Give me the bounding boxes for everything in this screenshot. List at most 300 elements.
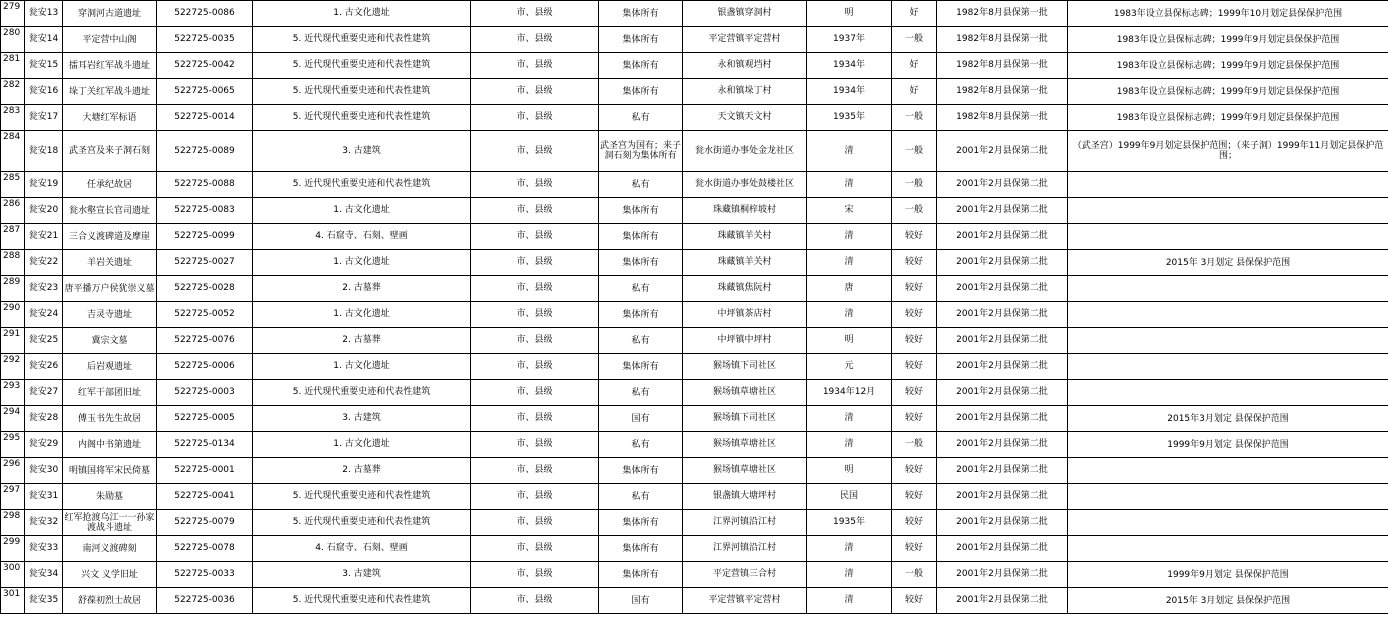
batch-cell[interactable]: 2001年2月县保第二批 — [937, 406, 1068, 432]
location-cell[interactable]: 永和镇垛丁村 — [683, 79, 807, 105]
batch-cell[interactable]: 2001年2月县保第二批 — [937, 302, 1068, 328]
protection-level-cell[interactable]: 市、县级 — [471, 380, 599, 406]
table-row — [1, 510, 1388, 536]
ownership-cell[interactable]: 私有 — [599, 105, 683, 131]
location-cell[interactable]: 珠藏镇桐梓坡村 — [683, 198, 807, 224]
condition-cell[interactable]: 一般 — [892, 562, 937, 588]
protection-level-cell[interactable]: 市、县级 — [471, 224, 599, 250]
era-cell[interactable]: 清 — [807, 562, 892, 588]
row-number-cell[interactable]: 282 — [1, 79, 25, 105]
row-number-cell[interactable]: 289 — [1, 276, 25, 302]
condition-cell[interactable]: 好 — [892, 1, 937, 27]
protection-level-cell[interactable]: 市、县级 — [471, 1, 599, 27]
era-cell[interactable]: 民国 — [807, 484, 892, 510]
site-code-cell[interactable]: 522725-0014 — [157, 105, 253, 131]
condition-cell[interactable]: 较好 — [892, 406, 937, 432]
era-cell[interactable]: 明 — [807, 1, 892, 27]
row-number-cell[interactable]: 294 — [1, 406, 25, 432]
site-name-cell[interactable]: 唐平播万户侯犹崇义墓 — [63, 276, 157, 302]
record-number-cell[interactable]: 瓮安27 — [25, 380, 63, 406]
site-name-cell[interactable]: 穿洞河古道遗址 — [63, 1, 157, 27]
site-name-cell[interactable]: 明镇国将军宋民倚墓 — [63, 458, 157, 484]
note-cell[interactable] — [1068, 354, 1388, 380]
table-row — [1, 1, 1388, 27]
protection-level-cell[interactable]: 市、县级 — [471, 302, 599, 328]
row-number-cell[interactable]: 279 — [1, 1, 25, 27]
note-cell[interactable]: 2015年 3月划定 县保保护范围 — [1068, 588, 1388, 614]
table-row — [1, 105, 1388, 131]
site-name-cell[interactable]: 南河义渡碑刻 — [63, 536, 157, 562]
protection-level-cell[interactable]: 市、县级 — [471, 79, 599, 105]
location-cell[interactable]: 平定营镇平定营村 — [683, 588, 807, 614]
table-row — [1, 79, 1388, 105]
location-cell[interactable]: 瓮水街道办事处鼓楼社区 — [683, 172, 807, 198]
condition-cell[interactable]: 较好 — [892, 380, 937, 406]
batch-cell[interactable]: 1982年8月县保第一批 — [937, 27, 1068, 53]
site-code-cell[interactable]: 522725-0086 — [157, 1, 253, 27]
protection-level-cell[interactable]: 市、县级 — [471, 172, 599, 198]
category-cell[interactable]: 2. 古墓葬 — [253, 328, 471, 354]
location-cell[interactable]: 瓮水街道办事处金龙社区 — [683, 131, 807, 172]
ownership-cell[interactable]: 国有 — [599, 406, 683, 432]
site-code-cell[interactable]: 522725-0083 — [157, 198, 253, 224]
site-name-cell[interactable]: 武圣宫及来子洞石刻 — [63, 131, 157, 172]
category-cell[interactable]: 1. 古文化遗址 — [253, 354, 471, 380]
note-cell[interactable] — [1068, 510, 1388, 536]
site-name-cell[interactable]: 大塘红军标语 — [63, 105, 157, 131]
batch-cell[interactable]: 2001年2月县保第二批 — [937, 562, 1068, 588]
condition-cell[interactable]: 好 — [892, 53, 937, 79]
batch-cell[interactable]: 2001年2月县保第二批 — [937, 172, 1068, 198]
protection-level-cell[interactable]: 市、县级 — [471, 53, 599, 79]
batch-cell[interactable]: 2001年2月县保第二批 — [937, 276, 1068, 302]
note-cell[interactable] — [1068, 172, 1388, 198]
batch-cell[interactable]: 1982年8月县保第一批 — [937, 1, 1068, 27]
site-code-cell[interactable]: 522725-0042 — [157, 53, 253, 79]
record-number-cell[interactable]: 瓮安22 — [25, 250, 63, 276]
site-name-cell[interactable]: 任承纪故居 — [63, 172, 157, 198]
note-cell[interactable]: 1999年9月划定 县保保护范围 — [1068, 432, 1388, 458]
ownership-cell[interactable]: 集体所有 — [599, 198, 683, 224]
record-number-cell[interactable]: 瓮安20 — [25, 198, 63, 224]
batch-cell[interactable]: 2001年2月县保第二批 — [937, 484, 1068, 510]
record-number-cell[interactable]: 瓮安14 — [25, 27, 63, 53]
note-cell[interactable] — [1068, 198, 1388, 224]
site-name-cell[interactable]: 红军抢渡乌江一一孙家渡战斗遗址 — [63, 510, 157, 536]
location-cell[interactable]: 中坪镇茶店村 — [683, 302, 807, 328]
batch-cell[interactable]: 2001年2月县保第二批 — [937, 510, 1068, 536]
category-cell[interactable]: 2. 古墓葬 — [253, 276, 471, 302]
row-number-cell[interactable]: 297 — [1, 484, 25, 510]
category-cell[interactable]: 5. 近代现代重要史迹和代表性建筑 — [253, 380, 471, 406]
condition-cell[interactable]: 较好 — [892, 276, 937, 302]
table-row — [1, 536, 1388, 562]
table-row — [1, 484, 1388, 510]
ownership-cell[interactable]: 私有 — [599, 172, 683, 198]
site-code-cell[interactable]: 522725-0005 — [157, 406, 253, 432]
era-cell[interactable]: 1934年 — [807, 53, 892, 79]
category-cell[interactable]: 5. 近代现代重要史迹和代表性建筑 — [253, 27, 471, 53]
table-row — [1, 172, 1388, 198]
record-number-cell[interactable]: 瓮安32 — [25, 510, 63, 536]
site-name-cell[interactable]: 擂耳岩红军战斗遗址 — [63, 53, 157, 79]
ownership-cell[interactable]: 集体所有 — [599, 458, 683, 484]
note-cell[interactable]: 1983年设立县保标志碑；1999年9月划定县保保护范围 — [1068, 53, 1388, 79]
note-cell[interactable] — [1068, 328, 1388, 354]
protection-level-cell[interactable]: 市、县级 — [471, 510, 599, 536]
row-number-cell[interactable]: 286 — [1, 198, 25, 224]
row-number-cell[interactable]: 298 — [1, 510, 25, 536]
protection-level-cell[interactable]: 市、县级 — [471, 432, 599, 458]
era-cell[interactable]: 1935年 — [807, 105, 892, 131]
site-name-cell[interactable]: 朱勋墓 — [63, 484, 157, 510]
record-number-cell[interactable]: 瓮安29 — [25, 432, 63, 458]
condition-cell[interactable]: 好 — [892, 79, 937, 105]
site-code-cell[interactable]: 522725-0089 — [157, 131, 253, 172]
batch-cell[interactable]: 2001年2月县保第二批 — [937, 458, 1068, 484]
ownership-cell[interactable]: 私有 — [599, 380, 683, 406]
batch-cell[interactable]: 2001年2月县保第二批 — [937, 250, 1068, 276]
site-name-cell[interactable]: 冀宗文墓 — [63, 328, 157, 354]
ownership-cell[interactable]: 集体所有 — [599, 562, 683, 588]
note-cell[interactable]: 2015年3月划定 县保保护范围 — [1068, 406, 1388, 432]
record-number-cell[interactable]: 瓮安26 — [25, 354, 63, 380]
record-number-cell[interactable]: 瓮安23 — [25, 276, 63, 302]
note-cell[interactable]: 1983年设立县保标志碑；1999年10月划定县保保护范围 — [1068, 1, 1388, 27]
ownership-cell[interactable]: 集体所有 — [599, 354, 683, 380]
era-cell[interactable]: 1934年 — [807, 79, 892, 105]
table-row — [1, 198, 1388, 224]
condition-cell[interactable]: 较好 — [892, 484, 937, 510]
site-name-cell[interactable]: 后岩观遗址 — [63, 354, 157, 380]
protection-level-cell[interactable]: 市、县级 — [471, 562, 599, 588]
table-row — [1, 458, 1388, 484]
record-number-cell[interactable]: 瓮安13 — [25, 1, 63, 27]
era-cell[interactable]: 宋 — [807, 198, 892, 224]
condition-cell[interactable]: 较好 — [892, 250, 937, 276]
era-cell[interactable]: 元 — [807, 354, 892, 380]
record-number-cell[interactable]: 瓮安21 — [25, 224, 63, 250]
ownership-cell[interactable]: 集体所有 — [599, 510, 683, 536]
protection-level-cell[interactable]: 市、县级 — [471, 536, 599, 562]
site-name-cell[interactable]: 舒葆初烈士故居 — [63, 588, 157, 614]
category-cell[interactable]: 1. 古文化遗址 — [253, 432, 471, 458]
row-number-cell[interactable]: 281 — [1, 53, 25, 79]
location-cell[interactable]: 珠藏镇羊关村 — [683, 250, 807, 276]
table-row — [1, 131, 1388, 172]
row-number-cell[interactable]: 296 — [1, 458, 25, 484]
location-cell[interactable]: 珠藏镇焦阮村 — [683, 276, 807, 302]
era-cell[interactable]: 明 — [807, 328, 892, 354]
protection-level-cell[interactable]: 市、县级 — [471, 406, 599, 432]
batch-cell[interactable]: 1982年8月县保第一批 — [937, 79, 1068, 105]
ownership-cell[interactable]: 集体所有 — [599, 536, 683, 562]
protection-level-cell[interactable]: 市、县级 — [471, 354, 599, 380]
record-number-cell[interactable]: 瓮安24 — [25, 302, 63, 328]
table-row — [1, 302, 1388, 328]
row-number-cell[interactable]: 283 — [1, 105, 25, 131]
record-number-cell[interactable]: 瓮安19 — [25, 172, 63, 198]
era-cell[interactable]: 清 — [807, 250, 892, 276]
site-name-cell[interactable]: 红军干部团旧址 — [63, 380, 157, 406]
record-number-cell[interactable]: 瓮安25 — [25, 328, 63, 354]
category-cell[interactable]: 3. 古建筑 — [253, 562, 471, 588]
era-cell[interactable]: 清 — [807, 224, 892, 250]
protection-level-cell[interactable]: 市、县级 — [471, 250, 599, 276]
site-name-cell[interactable]: 三合义渡碑道及摩崖 — [63, 224, 157, 250]
row-number-cell[interactable]: 280 — [1, 27, 25, 53]
category-cell[interactable]: 5. 近代现代重要史迹和代表性建筑 — [253, 53, 471, 79]
site-name-cell[interactable]: 吉灵寺遗址 — [63, 302, 157, 328]
location-cell[interactable]: 江界河镇沿江村 — [683, 536, 807, 562]
table-body — [1, 1, 1388, 614]
ownership-cell[interactable]: 私有 — [599, 432, 683, 458]
row-number-cell[interactable]: 287 — [1, 224, 25, 250]
location-cell[interactable]: 平定营镇平定营村 — [683, 27, 807, 53]
ownership-cell[interactable]: 集体所有 — [599, 250, 683, 276]
table-row — [1, 588, 1388, 614]
location-cell[interactable]: 平定营镇三合村 — [683, 562, 807, 588]
record-number-cell[interactable]: 瓮安33 — [25, 536, 63, 562]
note-cell[interactable] — [1068, 302, 1388, 328]
site-code-cell[interactable]: 522725-0079 — [157, 510, 253, 536]
condition-cell[interactable]: 较好 — [892, 458, 937, 484]
batch-cell[interactable]: 1982年8月县保第一批 — [937, 105, 1068, 131]
batch-cell[interactable]: 2001年2月县保第二批 — [937, 131, 1068, 172]
row-number-cell[interactable]: 290 — [1, 302, 25, 328]
location-cell[interactable]: 猴场镇下司社区 — [683, 406, 807, 432]
site-name-cell[interactable]: 傅玉书先生故居 — [63, 406, 157, 432]
ownership-cell[interactable]: 集体所有 — [599, 224, 683, 250]
site-code-cell[interactable]: 522725-0078 — [157, 536, 253, 562]
category-cell[interactable]: 1. 古文化遗址 — [253, 302, 471, 328]
table-row — [1, 432, 1388, 458]
note-cell[interactable]: 1983年设立县保标志碑；1999年9月划定县保保护范围 — [1068, 27, 1388, 53]
condition-cell[interactable]: 一般 — [892, 27, 937, 53]
location-cell[interactable]: 中坪镇中坪村 — [683, 328, 807, 354]
row-number-cell[interactable]: 285 — [1, 172, 25, 198]
table-row — [1, 380, 1388, 406]
row-number-cell[interactable]: 284 — [1, 131, 25, 172]
table-row — [1, 328, 1388, 354]
era-cell[interactable]: 唐 — [807, 276, 892, 302]
note-cell[interactable] — [1068, 484, 1388, 510]
era-cell[interactable]: 清 — [807, 588, 892, 614]
condition-cell[interactable]: 较好 — [892, 510, 937, 536]
site-code-cell[interactable]: 522725-0001 — [157, 458, 253, 484]
condition-cell[interactable]: 一般 — [892, 432, 937, 458]
row-number-cell[interactable]: 292 — [1, 354, 25, 380]
condition-cell[interactable]: 较好 — [892, 224, 937, 250]
site-name-cell[interactable]: 内阁中书第遗址 — [63, 432, 157, 458]
batch-cell[interactable]: 2001年2月县保第二批 — [937, 380, 1068, 406]
condition-cell[interactable]: 一般 — [892, 131, 937, 172]
category-cell[interactable]: 3. 古建筑 — [253, 406, 471, 432]
condition-cell[interactable]: 一般 — [892, 172, 937, 198]
ownership-cell[interactable]: 集体所有 — [599, 27, 683, 53]
note-cell[interactable] — [1068, 380, 1388, 406]
category-cell[interactable]: 3. 古建筑 — [253, 131, 471, 172]
table-row — [1, 406, 1388, 432]
row-number-cell[interactable]: 295 — [1, 432, 25, 458]
protection-level-cell[interactable]: 市、县级 — [471, 27, 599, 53]
category-cell[interactable]: 1. 古文化遗址 — [253, 250, 471, 276]
protection-level-cell[interactable]: 市、县级 — [471, 131, 599, 172]
record-number-cell[interactable]: 瓮安28 — [25, 406, 63, 432]
location-cell[interactable]: 珠藏镇羊关村 — [683, 224, 807, 250]
protection-level-cell[interactable]: 市、县级 — [471, 484, 599, 510]
site-code-cell[interactable]: 522725-0006 — [157, 354, 253, 380]
row-number-cell[interactable]: 291 — [1, 328, 25, 354]
note-cell[interactable] — [1068, 224, 1388, 250]
category-cell[interactable]: 5. 近代现代重要史迹和代表性建筑 — [253, 105, 471, 131]
ownership-cell[interactable]: 私有 — [599, 328, 683, 354]
batch-cell[interactable]: 2001年2月县保第二批 — [937, 536, 1068, 562]
row-number-cell[interactable]: 300 — [1, 562, 25, 588]
table-row — [1, 27, 1388, 53]
note-cell[interactable]: 1983年设立县保标志碑；1999年9月划定县保保护范围 — [1068, 105, 1388, 131]
condition-cell[interactable]: 较好 — [892, 588, 937, 614]
condition-cell[interactable]: 一般 — [892, 105, 937, 131]
condition-cell[interactable]: 较好 — [892, 302, 937, 328]
condition-cell[interactable]: 较好 — [892, 328, 937, 354]
site-code-cell[interactable]: 522725-0003 — [157, 380, 253, 406]
protection-level-cell[interactable]: 市、县级 — [471, 588, 599, 614]
location-cell[interactable]: 猴场镇草塘社区 — [683, 380, 807, 406]
site-code-cell[interactable]: 522725-0028 — [157, 276, 253, 302]
site-code-cell[interactable]: 522725-0035 — [157, 27, 253, 53]
condition-cell[interactable]: 较好 — [892, 354, 937, 380]
note-cell[interactable] — [1068, 458, 1388, 484]
record-number-cell[interactable]: 瓮安34 — [25, 562, 63, 588]
era-cell[interactable]: 清 — [807, 536, 892, 562]
protection-level-cell[interactable]: 市、县级 — [471, 105, 599, 131]
ownership-cell[interactable]: 私有 — [599, 484, 683, 510]
ownership-cell[interactable]: 集体所有 — [599, 302, 683, 328]
table-row — [1, 250, 1388, 276]
site-code-cell[interactable]: 522725-0027 — [157, 250, 253, 276]
category-cell[interactable]: 5. 近代现代重要史迹和代表性建筑 — [253, 588, 471, 614]
batch-cell[interactable]: 2001年2月县保第二批 — [937, 224, 1068, 250]
site-code-cell[interactable]: 522725-0041 — [157, 484, 253, 510]
site-code-cell[interactable]: 522725-0065 — [157, 79, 253, 105]
ownership-cell[interactable]: 武圣宫为国有；来子洞石刻为集体所有 — [599, 131, 683, 172]
site-code-cell[interactable]: 522725-0033 — [157, 562, 253, 588]
condition-cell[interactable]: 一般 — [892, 198, 937, 224]
record-number-cell[interactable]: 瓮安17 — [25, 105, 63, 131]
row-number-cell[interactable]: 301 — [1, 588, 25, 614]
note-cell[interactable]: 2015年 3月划定 县保保护范围 — [1068, 250, 1388, 276]
table-row — [1, 53, 1388, 79]
condition-cell[interactable]: 较好 — [892, 536, 937, 562]
ownership-cell[interactable]: 集体所有 — [599, 79, 683, 105]
site-name-cell[interactable]: 瓮水壑宣长官司遗址 — [63, 198, 157, 224]
category-cell[interactable]: 1. 古文化遗址 — [253, 198, 471, 224]
era-cell[interactable]: 清 — [807, 131, 892, 172]
era-cell[interactable]: 清 — [807, 172, 892, 198]
protection-level-cell[interactable]: 市、县级 — [471, 276, 599, 302]
row-number-cell[interactable]: 293 — [1, 380, 25, 406]
era-cell[interactable]: 1934年12月 — [807, 380, 892, 406]
location-cell[interactable]: 天文镇天文村 — [683, 105, 807, 131]
site-code-cell[interactable]: 522725-0076 — [157, 328, 253, 354]
note-cell[interactable] — [1068, 276, 1388, 302]
record-number-cell[interactable]: 瓮安30 — [25, 458, 63, 484]
table-row — [1, 354, 1388, 380]
site-name-cell[interactable]: 羊岩关遗址 — [63, 250, 157, 276]
batch-cell[interactable]: 1982年8月县保第一批 — [937, 53, 1068, 79]
category-cell[interactable]: 4. 石窟寺、石刻、壁画 — [253, 224, 471, 250]
site-code-cell[interactable]: 522725-0036 — [157, 588, 253, 614]
location-cell[interactable]: 江界河镇沿江村 — [683, 510, 807, 536]
era-cell[interactable]: 1935年 — [807, 510, 892, 536]
note-cell[interactable]: 1983年设立县保标志碑；1999年9月划定县保保护范围 — [1068, 79, 1388, 105]
protection-level-cell[interactable]: 市、县级 — [471, 458, 599, 484]
batch-cell[interactable]: 2001年2月县保第二批 — [937, 588, 1068, 614]
location-cell[interactable]: 银盏镇大塘坪村 — [683, 484, 807, 510]
ownership-cell[interactable]: 国有 — [599, 588, 683, 614]
site-name-cell[interactable]: 兴文 义学旧址 — [63, 562, 157, 588]
location-cell[interactable]: 猴场镇草塘社区 — [683, 432, 807, 458]
site-code-cell[interactable]: 522725-0088 — [157, 172, 253, 198]
record-number-cell[interactable]: 瓮安31 — [25, 484, 63, 510]
site-name-cell[interactable]: 垛丁关红军战斗遗址 — [63, 79, 157, 105]
category-cell[interactable]: 5. 近代现代重要史迹和代表性建筑 — [253, 172, 471, 198]
site-code-cell[interactable]: 522725-0099 — [157, 224, 253, 250]
site-name-cell[interactable]: 平定营中山阁 — [63, 27, 157, 53]
ownership-cell[interactable]: 集体所有 — [599, 1, 683, 27]
table-row — [1, 224, 1388, 250]
table-row — [1, 562, 1388, 588]
ownership-cell[interactable]: 私有 — [599, 276, 683, 302]
table-row — [1, 276, 1388, 302]
record-number-cell[interactable]: 瓮安18 — [25, 131, 63, 172]
row-number-cell[interactable]: 299 — [1, 536, 25, 562]
location-cell[interactable]: 猴场镇草塘社区 — [683, 458, 807, 484]
category-cell[interactable]: 5. 近代现代重要史迹和代表性建筑 — [253, 510, 471, 536]
record-number-cell[interactable]: 瓮安16 — [25, 79, 63, 105]
location-cell[interactable]: 银盏镇穿洞村 — [683, 1, 807, 27]
era-cell[interactable]: 明 — [807, 458, 892, 484]
record-number-cell[interactable]: 瓮安35 — [25, 588, 63, 614]
batch-cell[interactable]: 2001年2月县保第二批 — [937, 328, 1068, 354]
category-cell[interactable]: 2. 古墓葬 — [253, 458, 471, 484]
location-cell[interactable]: 永和镇观垱村 — [683, 53, 807, 79]
row-number-cell[interactable]: 288 — [1, 250, 25, 276]
batch-cell[interactable]: 2001年2月县保第二批 — [937, 198, 1068, 224]
category-cell[interactable]: 4. 石窟寺、石刻、壁画 — [253, 536, 471, 562]
batch-cell[interactable]: 2001年2月县保第二批 — [937, 354, 1068, 380]
ownership-cell[interactable]: 集体所有 — [599, 53, 683, 79]
protection-level-cell[interactable]: 市、县级 — [471, 198, 599, 224]
era-cell[interactable]: 1937年 — [807, 27, 892, 53]
protection-level-cell[interactable]: 市、县级 — [471, 328, 599, 354]
category-cell[interactable]: 5. 近代现代重要史迹和代表性建筑 — [253, 484, 471, 510]
era-cell[interactable]: 清 — [807, 302, 892, 328]
category-cell[interactable]: 1. 古文化遗址 — [253, 1, 471, 27]
record-number-cell[interactable]: 瓮安15 — [25, 53, 63, 79]
category-cell[interactable]: 5. 近代现代重要史迹和代表性建筑 — [253, 79, 471, 105]
era-cell[interactable]: 清 — [807, 406, 892, 432]
note-cell[interactable] — [1068, 536, 1388, 562]
batch-cell[interactable]: 2001年2月县保第二批 — [937, 432, 1068, 458]
site-code-cell[interactable]: 522725-0052 — [157, 302, 253, 328]
note-cell[interactable]: 1999年9月划定 县保保护范围 — [1068, 562, 1388, 588]
location-cell[interactable]: 猴场镇下司社区 — [683, 354, 807, 380]
note-cell[interactable]: （武圣宫）1999年9月划定县保护范围；（来子洞）1999年11月划定县保护范围； — [1068, 131, 1388, 172]
era-cell[interactable]: 清 — [807, 432, 892, 458]
site-code-cell[interactable]: 522725-0134 — [157, 432, 253, 458]
